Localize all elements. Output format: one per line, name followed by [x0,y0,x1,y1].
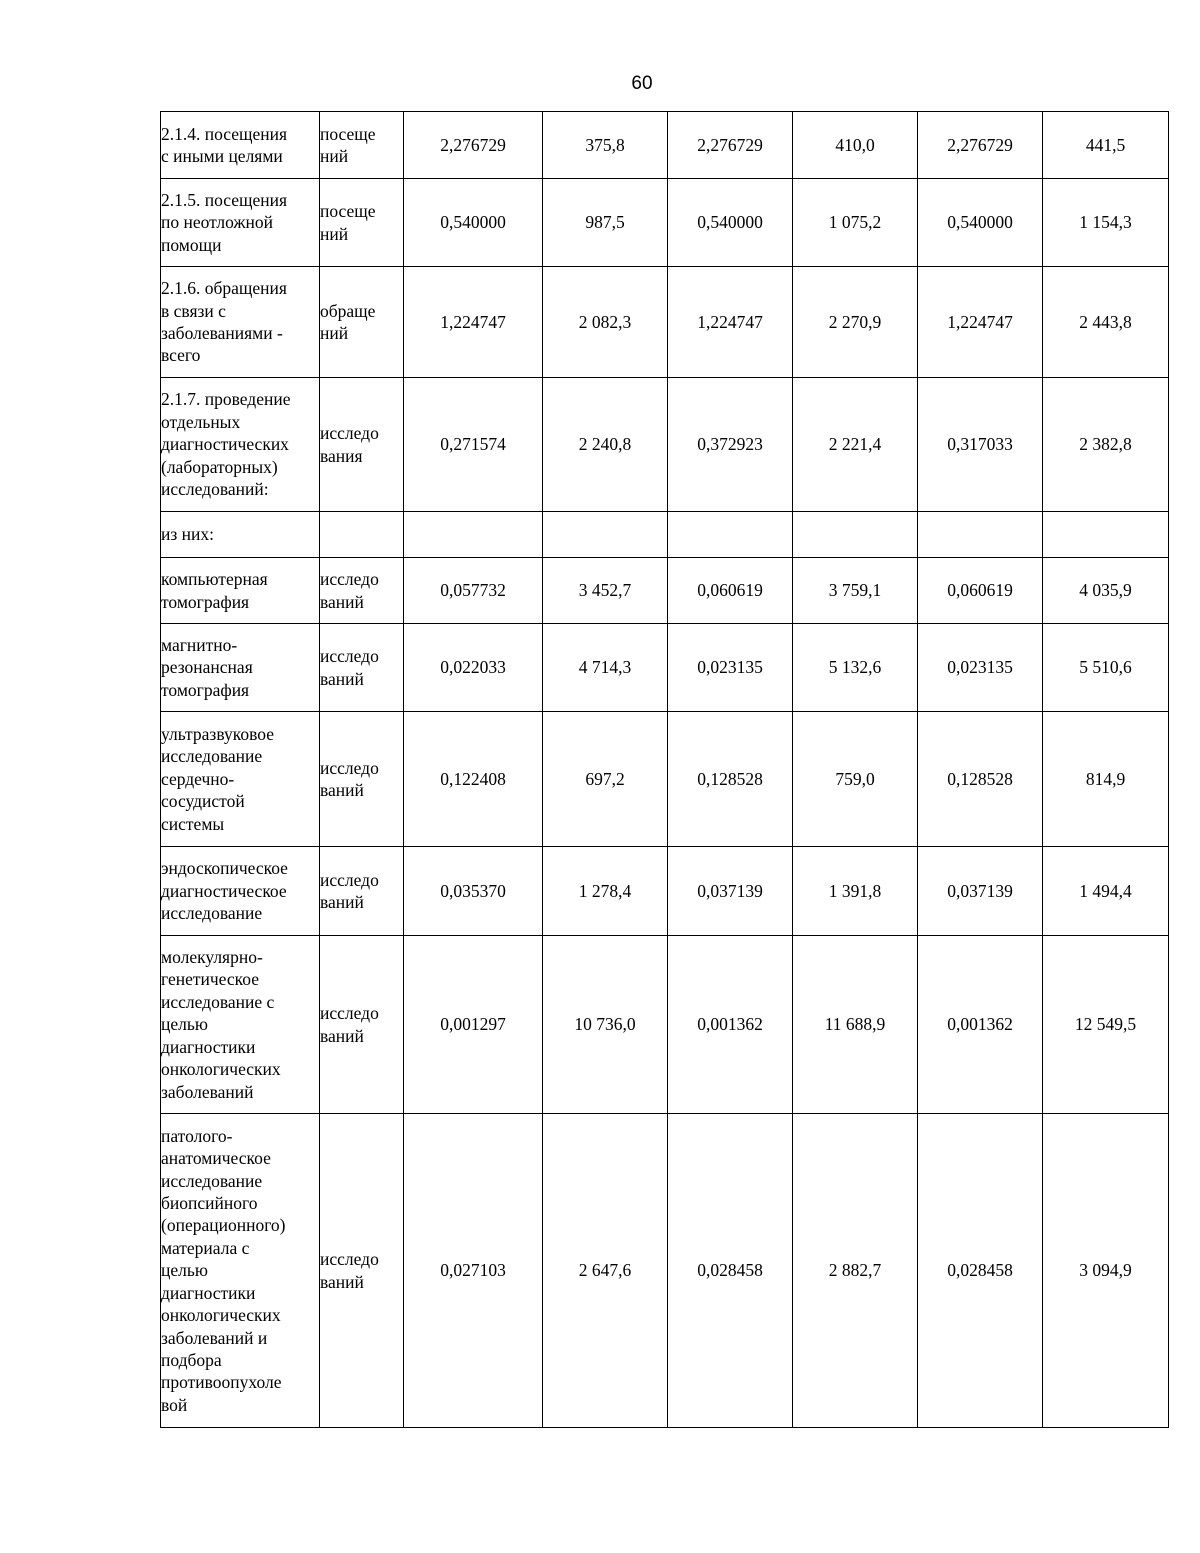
value-2-cell: 10 736,0 [543,936,668,1114]
value-1-cell: 0,271574 [404,378,543,512]
row-name-line: анатомическое [161,1148,271,1169]
unit-line: вания [320,445,363,466]
value-3-cell: 2,276729 [668,112,793,179]
value-6-cell: 12 549,5 [1043,936,1169,1114]
table-row [161,847,1169,936]
value-6-cell [1043,512,1169,558]
value-5-cell: 0,317033 [918,378,1043,512]
unit-line: ний [320,146,349,166]
value-3-cell: 0,023135 [668,624,793,712]
row-name-cell [161,179,320,267]
row-name-line: диагностики [161,1282,256,1303]
value-4-cell: 11 688,9 [793,936,918,1114]
row-name-line: сосудистой [161,791,245,812]
value-6-cell: 2 382,8 [1043,378,1169,512]
row-name-line: биопсийного [161,1193,258,1214]
row-name-cell [161,112,320,179]
value-2-cell: 1 278,4 [543,847,668,936]
table-row [161,179,1169,267]
table-row [161,712,1169,847]
value-3-cell: 0,372923 [668,378,793,512]
value-3-cell: 0,540000 [668,179,793,267]
unit-line: ний [320,323,349,343]
table-row [161,624,1169,712]
value-3-cell: 0,060619 [668,558,793,624]
unit-line: ваний [320,668,364,689]
row-name-cell [161,847,320,936]
value-3-cell [668,512,793,558]
value-6-cell: 1 494,4 [1043,847,1169,936]
value-4-cell: 410,0 [793,112,918,179]
value-3-cell: 0,028458 [668,1114,793,1428]
value-3-cell: 0,128528 [668,712,793,847]
row-name-line: сердечно- [161,768,235,789]
value-2-cell: 3 452,7 [543,558,668,624]
value-5-cell: 0,540000 [918,179,1043,267]
value-1-cell [404,512,543,558]
row-name-line: исследование [161,1170,263,1191]
row-name-line: диагностики [161,1036,256,1057]
value-6-cell: 3 094,9 [1043,1114,1169,1428]
unit-cell [320,179,404,267]
value-4-cell: 2 221,4 [793,378,918,512]
unit-line: исследо [320,423,379,444]
row-name-line: томография [161,679,250,700]
page-number: 60 [631,73,653,94]
row-name-cell [161,378,320,512]
unit-line: обраще [320,300,376,321]
value-4-cell: 1 391,8 [793,847,918,936]
row-name-line: материала с [161,1237,250,1258]
row-name-line: томография [161,591,250,612]
value-4-cell: 1 075,2 [793,179,918,267]
row-name-line: целью [161,1014,208,1035]
value-2-cell: 2 240,8 [543,378,668,512]
table-row [161,1114,1169,1428]
table-row [161,378,1169,512]
value-1-cell: 2,276729 [404,112,543,179]
row-name-cell [161,267,320,378]
row-name-line: онкологических [161,1059,281,1080]
row-name-line: подбора [161,1349,222,1370]
row-name-line: диагностических [161,434,289,455]
value-1-cell: 0,540000 [404,179,543,267]
value-6-cell: 1 154,3 [1043,179,1169,267]
row-name-line: (лабораторных) [161,456,278,477]
value-4-cell: 5 132,6 [793,624,918,712]
unit-cell [320,847,404,936]
row-name-line: магнитно- [161,634,238,655]
unit-line: посеще [320,201,376,222]
unit-cell [320,1114,404,1428]
row-name-line: всего [161,345,201,366]
row-name-line: в связи с [161,300,226,321]
data-table [160,111,1169,1428]
value-1-cell: 1,224747 [404,267,543,378]
table-row [161,512,1169,558]
unit-line: исследо [320,757,379,778]
row-name-line: исследование [161,746,263,767]
value-5-cell: 0,037139 [918,847,1043,936]
value-6-cell: 5 510,6 [1043,624,1169,712]
value-4-cell: 2 270,9 [793,267,918,378]
unit-line: ваний [320,892,364,912]
unit-cell [320,267,404,378]
value-3-cell: 0,037139 [668,847,793,936]
value-1-cell: 0,057732 [404,558,543,624]
row-name-line: ультразвуковое [161,723,274,744]
table-body [161,112,1169,1428]
row-name-line: резонансная [161,657,253,678]
value-1-cell: 0,035370 [404,847,543,936]
row-name-cell [161,712,320,847]
row-name-line: помощи [161,234,222,255]
row-name-line: заболеваний и [161,1327,268,1348]
value-2-cell: 4 714,3 [543,624,668,712]
value-5-cell: 0,060619 [918,558,1043,624]
row-name-cell [161,936,320,1114]
value-4-cell: 2 882,7 [793,1114,918,1428]
row-name-cell [161,624,320,712]
row-name-line: генетическое [161,969,259,990]
row-name-line: по неотложной [161,212,273,233]
row-name-line: компьютерная [161,569,268,590]
row-name-line: 2.1.7. проведение [161,389,291,410]
row-name-line: эндоскопическое [161,858,288,879]
unit-cell [320,558,404,624]
value-2-cell: 375,8 [543,112,668,179]
unit-cell [320,936,404,1114]
row-name-line: противоопухоле [161,1372,282,1393]
row-name-line: диагностическое [161,880,287,901]
value-2-cell: 987,5 [543,179,668,267]
value-3-cell: 1,224747 [668,267,793,378]
value-2-cell [543,512,668,558]
row-name-line: исследований: [161,479,269,500]
row-name-line: онкологических [161,1305,281,1326]
value-5-cell: 0,023135 [918,624,1043,712]
row-name-line: вой [161,1394,188,1415]
row-name-line: заболеваний [161,1081,254,1102]
unit-cell [320,624,404,712]
row-name-cell [161,512,320,558]
row-name-line: 2.1.5. посещения [161,189,288,210]
row-name-line: заболеваниями - [161,323,283,343]
unit-line: ваний [320,1271,364,1292]
value-2-cell: 2 647,6 [543,1114,668,1428]
unit-cell [320,512,404,558]
value-1-cell: 0,027103 [404,1114,543,1428]
value-6-cell: 814,9 [1043,712,1169,847]
unit-line: исследо [320,1003,379,1024]
unit-line: посеще [320,123,376,144]
unit-line: ваний [320,780,364,800]
row-name-line: 2.1.6. обращения [161,278,287,299]
value-1-cell: 0,001297 [404,936,543,1114]
unit-line: исследо [320,646,379,667]
row-name-line: системы [161,813,225,834]
value-6-cell: 441,5 [1043,112,1169,179]
unit-cell [320,712,404,847]
table-row [161,267,1169,378]
row-name-line: целью [161,1260,208,1281]
value-4-cell [793,512,918,558]
value-3-cell: 0,001362 [668,936,793,1114]
value-5-cell: 1,224747 [918,267,1043,378]
value-1-cell: 0,122408 [404,712,543,847]
unit-line: исследо [320,1249,379,1270]
row-name-line: исследование с [161,991,275,1012]
row-name-cell [161,1114,320,1428]
value-6-cell: 4 035,9 [1043,558,1169,624]
table-row [161,112,1169,179]
row-name-cell [161,558,320,624]
value-2-cell: 2 082,3 [543,267,668,378]
value-4-cell: 759,0 [793,712,918,847]
value-5-cell: 0,128528 [918,712,1043,847]
row-name-line: отдельных [161,411,241,432]
row-name-line: патолого- [161,1125,233,1146]
table-row [161,936,1169,1114]
unit-line: ваний [320,1025,364,1046]
table-row [161,558,1169,624]
unit-line: исследо [320,869,379,890]
value-5-cell: 2,276729 [918,112,1043,179]
unit-line: исследо [320,569,379,590]
unit-cell [320,378,404,512]
row-name-line: молекулярно- [161,947,263,968]
value-2-cell: 697,2 [543,712,668,847]
row-name-line: 2.1.4. посещения [161,123,288,144]
unit-cell [320,112,404,179]
row-name-line: исследование [161,903,263,924]
row-name-line: (операционного) [161,1215,286,1236]
row-name-line: из них: [161,524,214,545]
value-5-cell: 0,001362 [918,936,1043,1114]
unit-line: ний [320,223,349,244]
value-4-cell: 3 759,1 [793,558,918,624]
value-5-cell: 0,028458 [918,1114,1043,1428]
value-5-cell [918,512,1043,558]
unit-line: ваний [320,591,364,612]
value-6-cell: 2 443,8 [1043,267,1169,378]
value-1-cell: 0,022033 [404,624,543,712]
row-name-line: с иными целями [161,146,283,166]
